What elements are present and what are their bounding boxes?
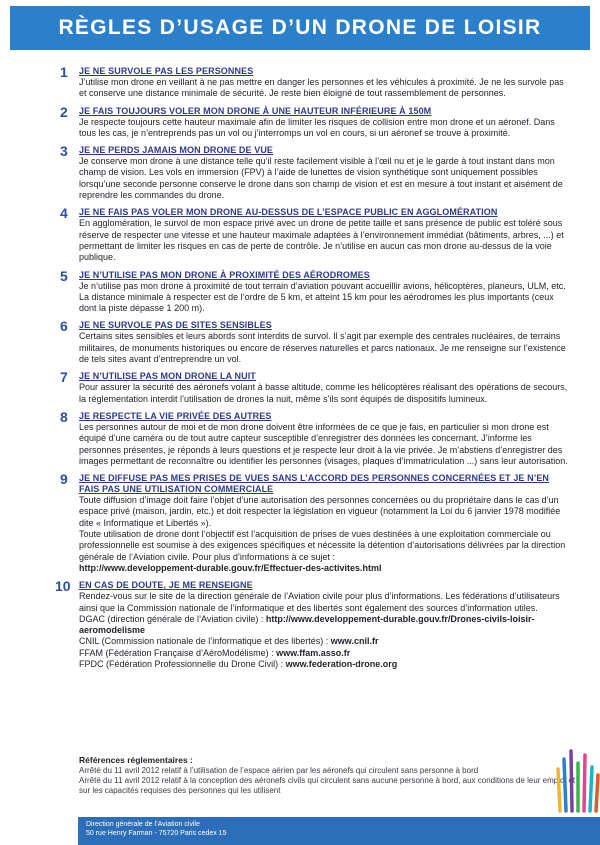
rule-item (0, 408, 600, 467)
footer-organization: Direction générale de l’Aviation civile (86, 821, 200, 828)
contact-label: CNIL (Commission nationale de l’informatique et des libertés) : (79, 636, 331, 647)
contact-link[interactable]: www.ffam.asso.fr (276, 647, 351, 658)
rule-item (0, 145, 600, 201)
contact-cnil (79, 636, 570, 647)
header-banner (10, 6, 590, 50)
rule-text: Pour assurer la sécurité des aéronefs volant à basse altitude, comme les hélicoptères réalisant des opérations de secours, la réglementation interdit l’utilisation de drones la nuit, même s’ils sont équipés de dispositifs lumineux. (79, 382, 568, 404)
rule-item (0, 473, 600, 574)
rule-number: 1 (60, 64, 68, 80)
rule-text: Je respecte toujours cette hauteur maximale afin de limiter les risques de collision entre mon drone et un aéronef. Dans tous les cas, je n’entreprends pas un vol ou j’interromps un vol en cours, si un aéronef se trouve à proximité. (79, 116, 555, 138)
rule-title: JE NE SURVOLE PAS DE SITES SENSIBLES (79, 320, 272, 331)
rule-text: Certains sites sensibles et leurs abords sont interdits de survol. Il s’agit par exemple des centrales nucléaires, de terrains militaires, de monuments historiques ou encore de réserves naturelles et parcs nationaux. Je me renseigne sur l’existence de tels sites avant d’entreprendre un vol. (79, 331, 566, 365)
footer-address: 50 rue Henry Farman - 75720 Paris cedex 15 (86, 829, 227, 837)
rule-item (0, 66, 600, 100)
page-title: RÈGLES D’USAGE D’UN DRONE DE LOISIR (58, 16, 542, 39)
rule-title: JE NE DIFFUSE PAS MES PRISES DE VUES SANS L’ACCORD DES PERSONNES CONCERNÉES ET JE N’EN FAIS PAS UNE UTILISATION COMMERCIALE (79, 473, 550, 495)
rule-item (0, 207, 600, 263)
rule-text: Je n’utilise pas mon drone à proximité de tout terrain d’aviation pouvant accueillir avions, hélicoptères, planeurs, ULM, etc. La distance minimale à respecter est de l’ordre de 5 km, et atteint 15 km pour les aérodromes les plus importants (ceux dont la piste dépasse 1 200 m). (79, 280, 566, 314)
contact-label: DGAC (direction générale de l’Aviation civile) : (79, 613, 266, 624)
rule-number: 3 (60, 143, 68, 160)
rule-number: 4 (60, 205, 68, 222)
stripes-logo-icon (552, 745, 600, 817)
rule-number: 6 (60, 318, 68, 335)
rule-number: 10 (55, 578, 71, 595)
contact-ffam (79, 648, 570, 659)
rule-title: EN CAS DE DOUTE, JE ME RENSEIGNE (79, 580, 253, 591)
rule-text: En agglomération, le survol de mon espace privé avec un drone de petite taille et sans présence de public est toléré sous réserve de respecter une vitesse et une hauteur maximale adaptées à l’environnement immédiat (bâtiments, arbres, ...) et permettant de limiter les risques en cas de perte de contrôle. Je n’utilise en aucun cas mon drone au-dessus de la voie publique. (79, 218, 564, 263)
rule-number: 5 (60, 267, 68, 284)
rule-number: 7 (60, 369, 68, 386)
contact-label: FFAM (Fédération Française d’AéroModélisme) : (79, 647, 277, 658)
rule-title: JE N’UTILISE PAS MON DRONE LA NUIT (79, 371, 256, 382)
references-title: Références réglementaires : (79, 755, 193, 765)
activities-link[interactable]: http://www.developpement-durable.gouv.fr/Effectuer-des-activites.html (79, 562, 382, 573)
rule-number: 9 (60, 471, 68, 488)
rule-title: JE NE PERDS JAMAIS MON DRONE DE VUE (79, 145, 274, 156)
rule-link-container (79, 563, 570, 574)
contact-fpdc (79, 659, 570, 670)
rule-text-commercial: Toute utilisation de drone dont l’objectif est l’acquisition de prises de vues destinées à une exploitation commerciale ou professionnelle est soumise à des exigences spécifiques et nécessite la détention d’autorisations délivrées par la direction générale de l’Aviation civile. Pour plus d’informations à ce sujet : (79, 529, 566, 562)
footer (78, 817, 600, 845)
reference-item: Arrêté du 11 avril 2012 relatif à l’utilisation de l’espace aérien par les aéronefs qui circulent sans personne à bord (79, 766, 479, 775)
rule-text: Rendez-vous sur le site de la direction générale de l’Aviation civile pour plus d’informations. Les fédérations d’utilisateurs ainsi que la Commission nationale de l’informatique et des libertés sont également des sources d’information utiles. (79, 591, 560, 613)
rule-item (0, 320, 600, 365)
rule-number: 8 (60, 408, 68, 425)
references (79, 755, 579, 797)
contact-link[interactable]: www.cnil.fr (330, 636, 379, 647)
rule-number: 2 (60, 103, 68, 120)
rule-item (0, 267, 600, 315)
reference-item: Arrêté du 11 avril 2012 relatif à la conception des aéronefs civils qui circulent sans aucune personne à bord, aux conditions de leur emploi et sur les capacités requises des personnes qui les utilisent (79, 776, 576, 796)
rule-title: JE NE FAIS PAS VOLER MON DRONE AU-DESSUS DE L’ESPACE PUBLIC EN AGGLOMÉRATION (79, 207, 498, 218)
rule-item (0, 580, 600, 670)
contact-link[interactable]: www.federation-drone.org (285, 658, 398, 669)
rule-title: JE FAIS TOUJOURS VOLER MON DRONE À UNE HAUTEUR INFÉRIEURE À 150M (79, 105, 432, 116)
rule-text: Je conserve mon drone à une distance telle qu’il reste facilement visible à l’œil nu et je le garde à tout instant dans mon champ de vision. Les vols en immersion (FPV) à l’aide de lunettes de vision synthétique sont uniquement possibles lorsqu’une seconde personne conserve le drone dans son champ de vision et est en mesure à tout instant et aisément de reprendre les commandes du drone. (79, 156, 563, 201)
rules-list (0, 66, 600, 676)
rule-text: J’utilise mon drone en veillant à ne pas mettre en danger les personnes et les véhicules à proximité. Je ne les survole pas et conserve une distance minimale de sécurité. Je reste bien éloigné de tout rassemblement de personnes. (79, 77, 564, 99)
rule-item (0, 371, 600, 405)
contact-label: FPDC (Fédération Professionnelle du Drone Civil) : (79, 658, 286, 669)
rule-title: JE N’UTILISE PAS MON DRONE À PROXIMITÉ DES AÉRODROMES (79, 269, 370, 280)
rule-text: Toute diffusion d’image doit faire l’objet d’une autorisation des personnes concernées ou du propriétaire dans le cas d’un espace privé (maison, jardin, etc.) et doit respecter la législation en vigueur (notamment la Loi du 6 janvier 1978 modifiée dite « Informatique et Libertés »). (79, 495, 561, 528)
rule-text: Les personnes autour de moi et de mon drone doivent être informées de ce que je fais, en particulier si mon drone est équipé d’une caméra ou de tout autre capteur susceptible d’enregistrer des données les concernant. J’informe les personnes présentes, je réponds à leurs questions et je respecte leur droit à la vie privée. Je m’abstiens d’enregistrer des images permettant de reconnaître ou identifier les personnes (visages, plaques d’immatriculation ...) sans leur autorisation. (79, 421, 568, 466)
contact-link[interactable]: http://www.developpement-durable.gouv.fr/Drones-civils-loisir-aeromodelisme (79, 613, 535, 636)
rule-title: JE RESPECTE LA VIE PRIVÉE DES AUTRES (79, 410, 272, 421)
contact-dgac (79, 614, 570, 637)
rule-title: JE NE SURVOLE PAS LES PERSONNES (79, 66, 254, 76)
rule-item (0, 103, 600, 140)
